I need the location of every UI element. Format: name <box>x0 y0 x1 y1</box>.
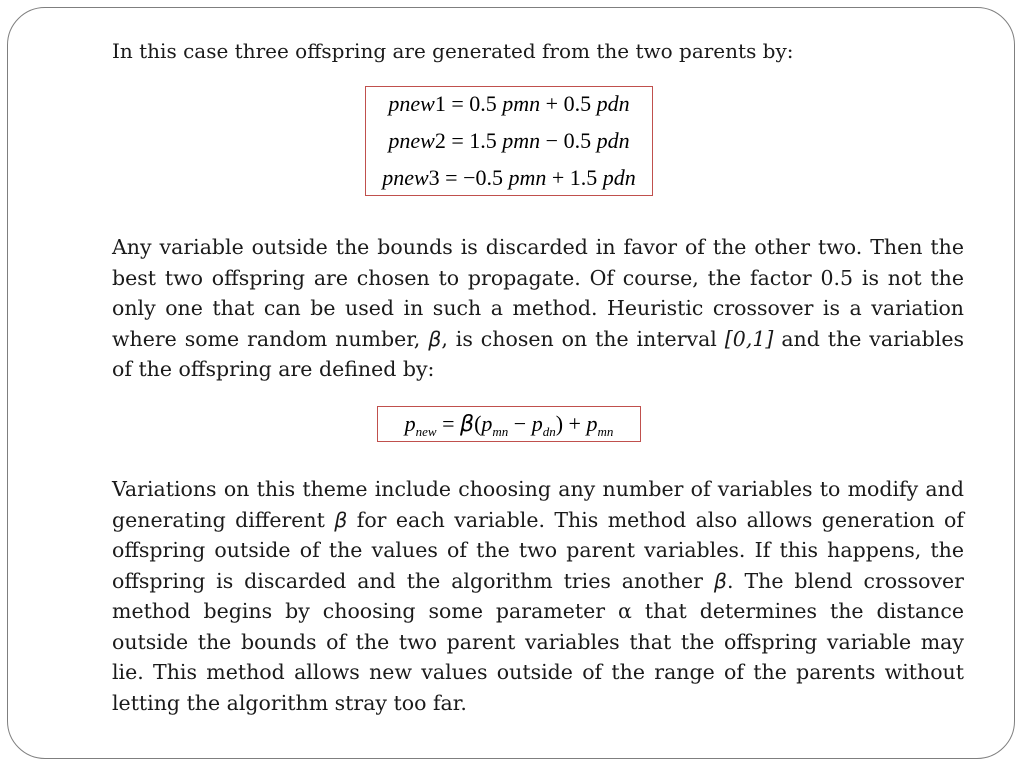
paragraph2-part2: for each variable. This method also allows generation of offspring outside of the values of the two parent variables. If this happens, the offspring is discarded and the algorithm tries another <box>112 507 964 593</box>
equation-pnew3: pnew3 = −0.5 pmn + 1.5 pdn <box>382 165 636 190</box>
interval-text: [0,1] <box>724 326 774 351</box>
equation-pnew2: pnew2 = 1.5 pmn − 0.5 pdn <box>388 128 630 153</box>
equation-pnew1: pnew1 = 0.5 pmn + 0.5 pdn <box>388 91 630 116</box>
paragraph2-part3: . The blend crossover method begins by choosing some parameter <box>112 568 964 623</box>
beta-symbol: β <box>428 326 442 351</box>
intro-text: In this case three offspring are generated from the two parents by: <box>112 39 794 63</box>
equation-pnew-heuristic: $p_{new} = \beta(p_{mn} - p_{dn}) + p_{mn}$ <box>404 411 614 439</box>
heuristic-equation-box <box>377 406 641 442</box>
alpha-symbol: α <box>618 599 632 623</box>
paragraph1-part1: Any variable outside the bounds is discarded in favor of the other two. Then the best two offspring are chosen to propagate. Of course, the factor 0.5 is not the only one that can be used in such a method. Heuristic crossover is a variation where some random number, <box>112 235 964 351</box>
paragraph-blend-crossover <box>112 474 964 718</box>
paragraph2-part1: Variations on this theme include choosing any number of variables to modify and generating different <box>112 477 964 532</box>
beta-symbol: β <box>334 507 348 532</box>
paragraph2-part4: that determines the distance outside the bounds of the two parent variables that the offspring variable may lie. This method allows new values outside of the range of the parents without letting the algorithm stray too far. <box>112 599 964 715</box>
beta-symbol: β <box>713 568 727 593</box>
paragraph1-part3: and the variables of the offspring are defined by: <box>112 326 964 381</box>
paragraph1-part2: , is chosen on the interval <box>441 326 725 351</box>
offspring-equations-box <box>365 86 653 196</box>
paragraph-heuristic-crossover <box>112 232 964 385</box>
